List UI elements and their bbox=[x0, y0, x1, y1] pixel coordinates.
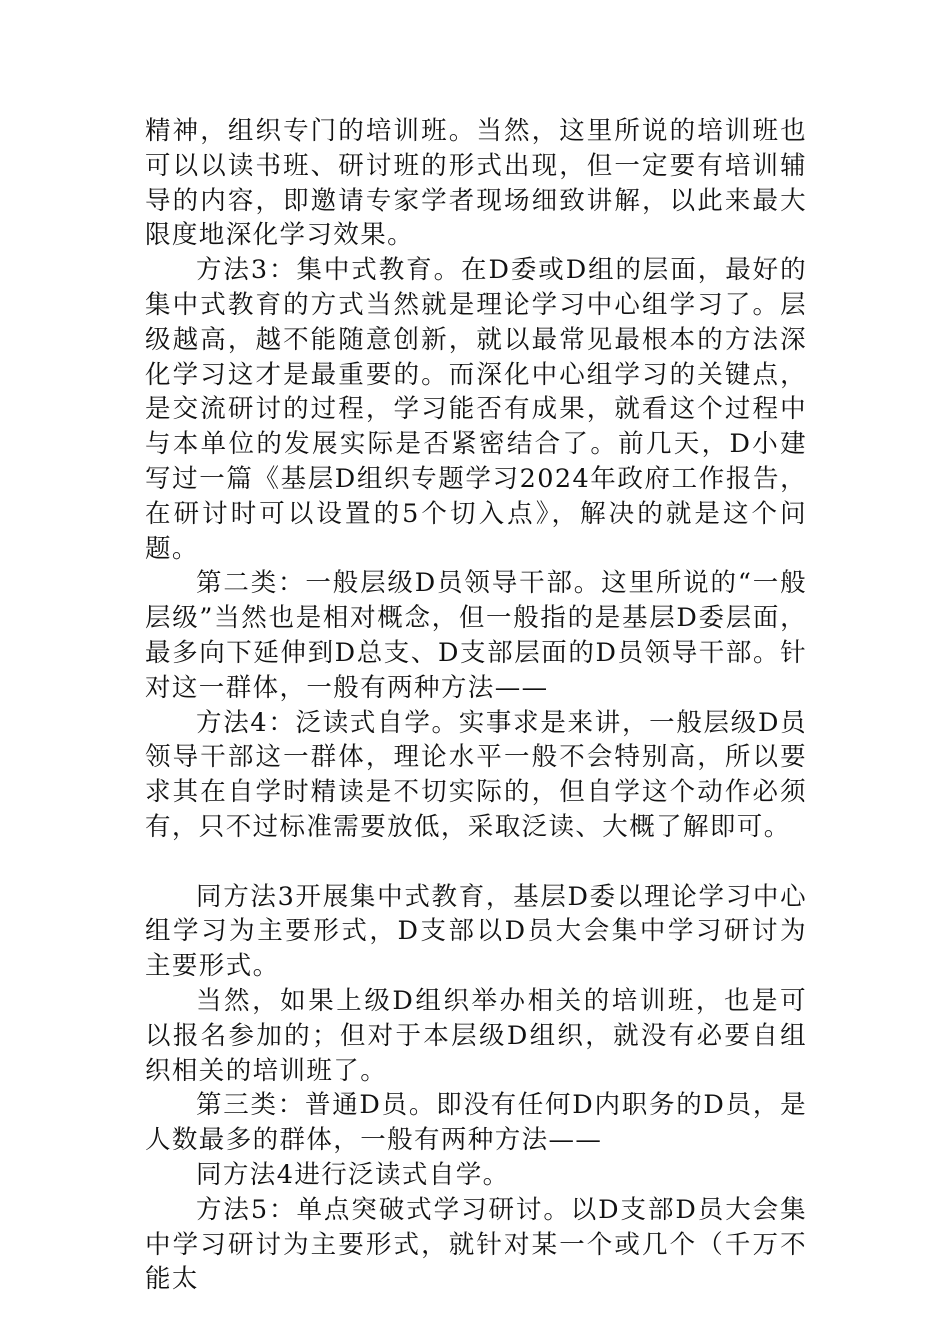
paragraph-same-method-4: 同方法4进行泛读式自学。 bbox=[196, 1159, 510, 1190]
paragraph-method-5: 方法5：单点突破式学习研讨。以D支部D员大会集中学习研讨为主要形式，就针对某一个或几个（千万不能太 bbox=[145, 1194, 807, 1295]
paragraph-method-4: 方法4：泛读式自学。实事求是来讲，一般层级D员领导干部这一群体，理论水平一般不会特别高，所以要求其在自学时精读是不切实际的，但自学这个动作必须有，只不过标准需要放低，采取泛读、大概了解即可。 bbox=[145, 707, 807, 842]
paragraph-category-3: 第三类：普通D员。即没有任何D内职务的D员，是人数最多的群体，一般有两种方法—— bbox=[145, 1090, 807, 1156]
paragraph-category-2: 第二类：一般层级D员领导干部。这里所说的“一般层级”当然也是相对概念，但一般指的是基层D委层面，最多向下延伸到D总支、D支部层面的D员领导干部。针对这一群体，一般有两种方法—— bbox=[145, 568, 807, 703]
paragraph-same-method-3: 同方法3开展集中式教育，基层D委以理论学习中心组学习为主要形式，D支部以D员大会集中学习研讨为主要形式。 bbox=[145, 881, 807, 982]
paragraph-training-note: 当然，如果上级D组织举办相关的培训班，也是可以报名参加的；但对于本层级D组织，就没有必要自组织相关的培训班了。 bbox=[145, 985, 807, 1086]
document-body bbox=[145, 114, 807, 1297]
paragraph-method-3: 方法3：集中式教育。在D委或D组的层面，最好的集中式教育的方式当然就是理论学习中心组学习了。层级越高，越不能随意创新，就以最常见最根本的方法深化学习这才是最重要的。而深化中心组学习的关键点，是交流研讨的过程，学习能否有成果，就看这个过程中与本单位的发展实际是否紧密结合了。前几天，D小建写过一篇《基层D组织专题学习2024年政府工作报告，在研讨时可以设置的5个切入点》，解决的就是这个问题。 bbox=[145, 255, 807, 564]
paragraph-continuation: 精神，组织专门的培训班。当然，这里所说的培训班也可以以读书班、研讨班的形式出现，但一定要有培训辅导的内容，即邀请专家学者现场细致讲解，以此来最大限度地深化学习效果。 bbox=[145, 116, 807, 251]
